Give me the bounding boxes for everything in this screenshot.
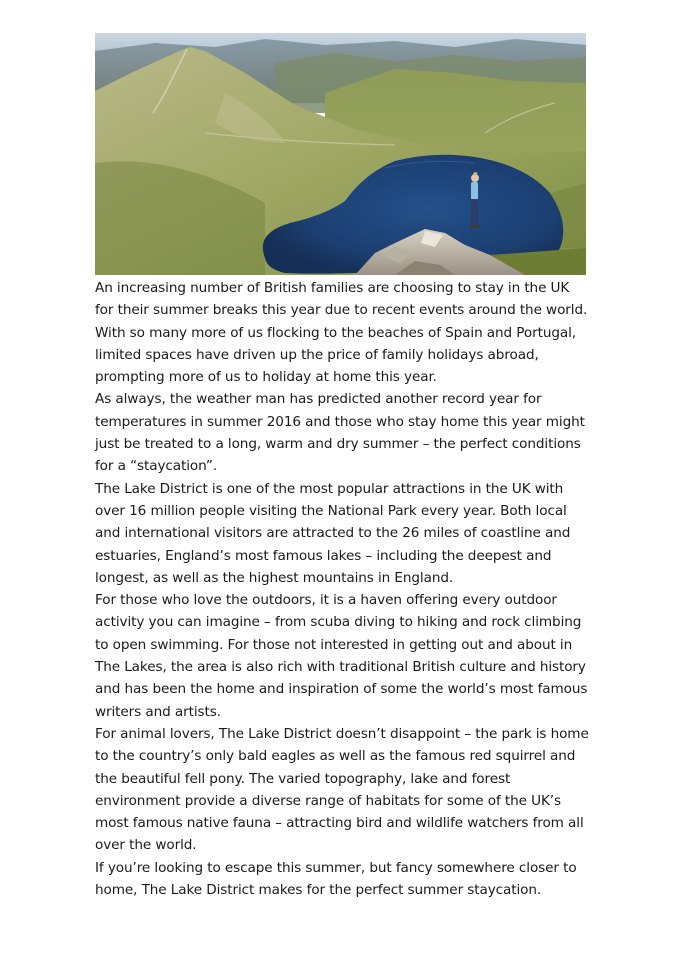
paragraph-weather: As always, the weather man has predicted another record year for temperatures in summer 2016 and those who stay home this year might just be treated to a long, warm and dry summer – the perfect conditions for a “staycation”. <box>95 391 585 475</box>
paragraph-conclusion: If you’re looking to escape this summer, but fancy somewhere closer to home, The Lake District makes for the perfect summer staycation. <box>95 859 577 899</box>
paragraph-outdoors: For those who love the outdoors, it is a haven offering every outdoor activity you can imagine – from scuba diving to hiking and rock climbing to open swimming. For those not interested in getting out and about in The Lakes, the area is also rich with traditional British culture and history and has been the home and inspiration of some the world’s most famous writers and artists. <box>95 592 588 720</box>
lake-district-landscape-photo <box>95 33 586 275</box>
paragraph-animal-lovers: For animal lovers, The Lake District doesn’t disappoint – the park is home to the country’s only bald eagles as well as the famous red squirrel and the beautiful fell pony. The varied topography, lake and forest environment provide a diverse range of habitats for some of the UK’s most famous native fauna – attracting bird and wildlife watchers from all over the world. <box>95 725 589 854</box>
article-body <box>95 277 590 901</box>
paragraph-lake-district: The Lake District is one of the most popular attractions in the UK with over 16 million people visiting the National Park every year. Both local and international visitors are attracted to the 26 miles of coastline and estuaries, England’s most famous lakes – including the deepest and longest, as well as the highest mountains in England. <box>95 480 571 586</box>
paragraph-family-trends: An increasing number of British families are choosing to stay in the UK for their summer breaks this year due to recent events around the world. With so many more of us flocking to the beaches of Spain and Portugal, limited spaces have driven up the price of family holidays abroad, prompting more of us to holiday at home this year. <box>95 280 588 386</box>
